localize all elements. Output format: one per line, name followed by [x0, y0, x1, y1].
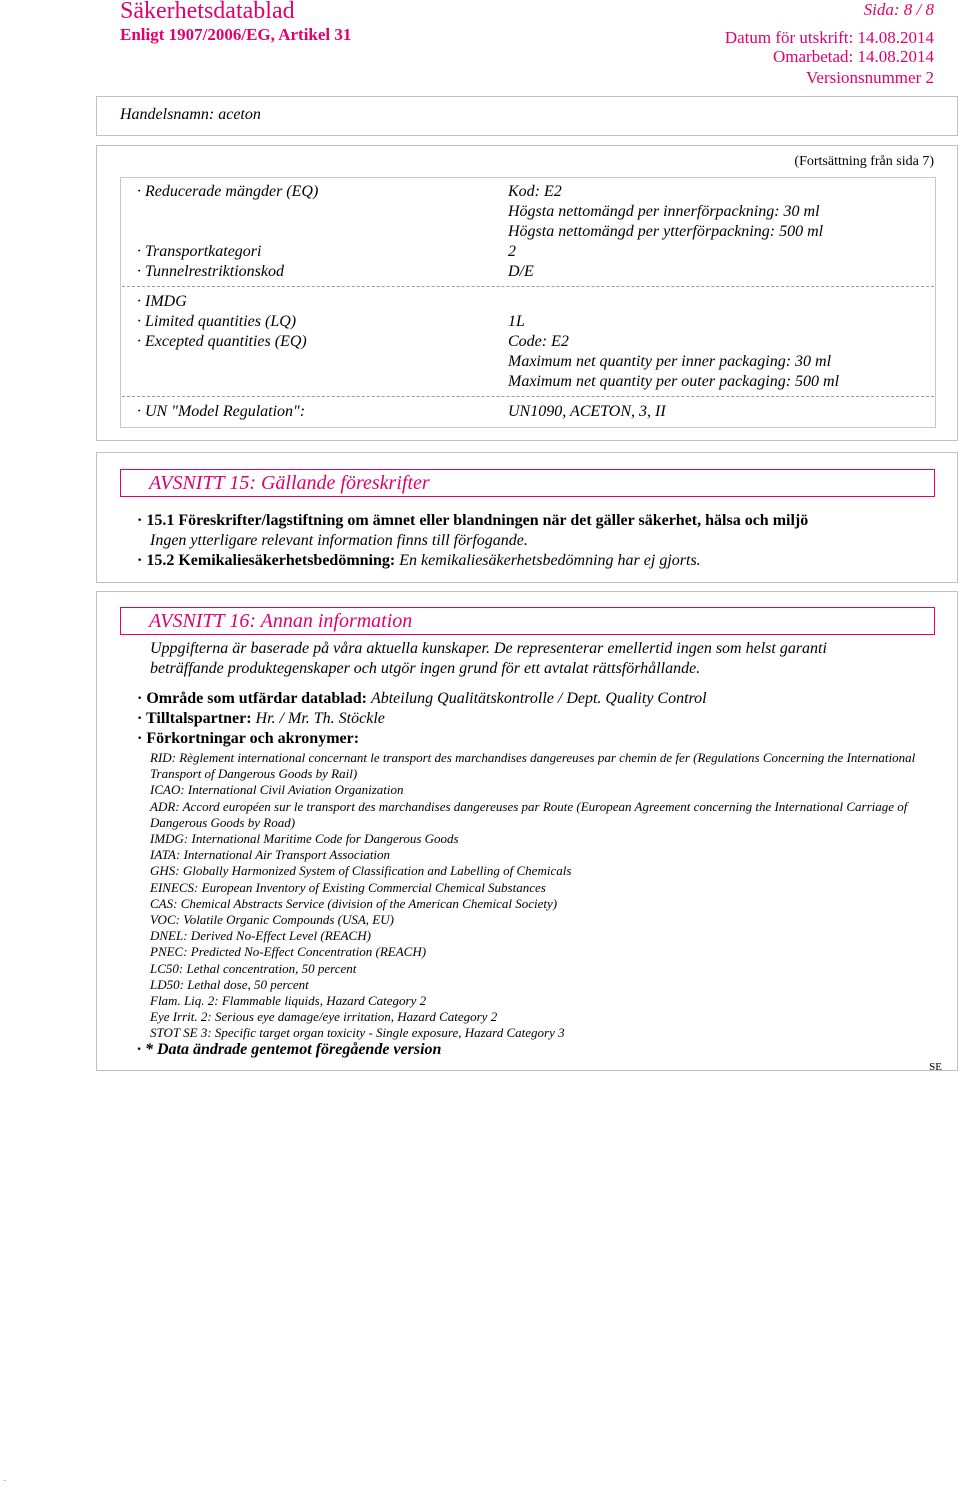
un-label: · UN "Model Regulation": [137, 403, 306, 420]
divider [122, 396, 934, 397]
eq-code: Kod: E2 [508, 183, 562, 200]
lq-value: 1L [508, 313, 525, 330]
abbreviation-item: CAS: Chemical Abstracts Service (division of the American Chemical Society) [150, 895, 558, 911]
contact-label: · Tilltalspartner: [137, 710, 252, 727]
abbreviation-item: ICAO: International Civil Aviation Organization [150, 782, 404, 798]
section15-header [120, 469, 935, 497]
abbreviation-item: IATA: International Air Transport Association [150, 847, 391, 863]
tunnel-value: D/E [508, 263, 534, 280]
abbreviations-list [150, 750, 940, 1042]
section15-item1-text: Ingen ytterligare relevant information finns till förfogande. [150, 532, 528, 549]
version-number: Versionsnummer 2 [806, 68, 934, 87]
category-label: · Transportkategori [137, 243, 262, 260]
excepted-outer: Maximum net quantity per outer packaging: 500 ml [508, 373, 840, 390]
excepted-code: Code: E2 [508, 333, 569, 350]
eq-inner: Högsta nettomängd per innerförpackning: 30 ml [508, 203, 820, 220]
abbreviation-item: EINECS: European Inventory of Existing Commercial Chemical Substances [150, 879, 546, 895]
abbreviation-item: STOT SE 3: Specific target organ toxicity - Single exposure, Hazard Category 3 [150, 1025, 565, 1041]
document-subtitle: Enligt 1907/2006/EG, Artikel 31 [120, 25, 352, 44]
abbreviation-item: ADR: Accord européen sur le transport des marchandises dangereuses par Route (European Agreement concerning the International Carriage of Dangerous Goods by Road) [150, 798, 908, 830]
eq-outer: Högsta nettomängd per ytterförpackning: 500 ml [508, 223, 824, 240]
abbreviation-item: LD50: Lethal dose, 50 percent [150, 976, 309, 992]
abbreviation-item: Eye Irrit. 2: Serious eye damage/eye irritation, Hazard Category 2 [150, 1009, 498, 1025]
section15-item1-label: · 15.1 Föreskrifter/lagstiftning om ämnet eller blandningen när det gäller säkerhet, hälsa och miljö [137, 512, 809, 529]
trade-name: Handelsnamn: aceton [120, 106, 261, 123]
section16-header [120, 607, 935, 635]
tunnel-label: · Tunnelrestriktionskod [137, 263, 284, 280]
divider [122, 286, 934, 287]
imdg-label: · IMDG [137, 293, 187, 310]
abbreviation-item: VOC: Volatile Organic Compounds (USA, EU) [150, 912, 394, 928]
contact-value: Hr. / Mr. Th. Stöckle [255, 710, 385, 727]
section16-title: AVSNITT 16: Annan information [149, 610, 413, 632]
revised-date: Omarbetad: 14.08.2014 [773, 47, 934, 66]
abbreviation-item: IMDG: International Maritime Code for Dangerous Goods [150, 831, 459, 847]
eq-label: · Reducerade mängder (EQ) [137, 183, 319, 200]
section15-item2-text: En kemikaliesäkerhetsbedömning har ej gjorts. [399, 552, 701, 569]
abbreviation-item: PNEC: Predicted No-Effect Concentration (REACH) [150, 944, 427, 960]
lq-label: · Limited quantities (LQ) [137, 313, 297, 330]
abbreviation-item: DNEL: Derived No-Effect Level (REACH) [150, 928, 371, 944]
abbreviations-label: · Förkortningar och akronymer: [137, 730, 360, 747]
changed-data-note: · * Data ändrade gentemot föregående version [137, 1041, 442, 1058]
abbreviation-item: RID: Règlement international concernant le transport des marchandises dangereuses par chemin de fer (Regulations Concerning the International Transport of Dangerous Goods by Rail) [150, 750, 916, 782]
abbreviation-item: GHS: Globally Harmonized System of Classification and Labelling of Chemicals [150, 863, 572, 879]
corner-mark: - [3, 1475, 7, 1486]
abbreviation-item: LC50: Lethal concentration, 50 percent [150, 960, 357, 976]
section16-intro-line2: beträffande produktegenskaper och utgör ingen grund för ett avtalat rättsförhållande. [150, 660, 701, 677]
section16-intro-line1: Uppgifterna är baserade på våra aktuella kunskaper. De representerar emellertid ingen som helst garanti [150, 640, 827, 657]
category-value: 2 [508, 243, 516, 260]
continued-note: (Fortsättning från sida 7) [794, 154, 934, 169]
issuer-label: · Område som utfärdar datablad: [137, 690, 367, 707]
excepted-inner: Maximum net quantity per inner packaging: 30 ml [508, 353, 832, 370]
language-code: SE [929, 1061, 942, 1073]
document-title: Säkerhetsdatablad [120, 0, 295, 24]
section15-title: AVSNITT 15: Gällande föreskrifter [149, 472, 430, 494]
issuer-value: Abteilung Qualitätskontrolle / Dept. Quality Control [370, 690, 707, 707]
un-value: UN1090, ACETON, 3, II [508, 403, 666, 420]
page-number: Sida: 8 / 8 [863, 0, 934, 19]
excepted-label: · Excepted quantities (EQ) [137, 333, 307, 350]
section15-item2-label: · 15.2 Kemikaliesäkerhetsbedömning: [137, 552, 396, 569]
print-date: Datum för utskrift: 14.08.2014 [724, 28, 934, 47]
abbreviation-item: Flam. Liq. 2: Flammable liquids, Hazard Category 2 [150, 993, 427, 1009]
